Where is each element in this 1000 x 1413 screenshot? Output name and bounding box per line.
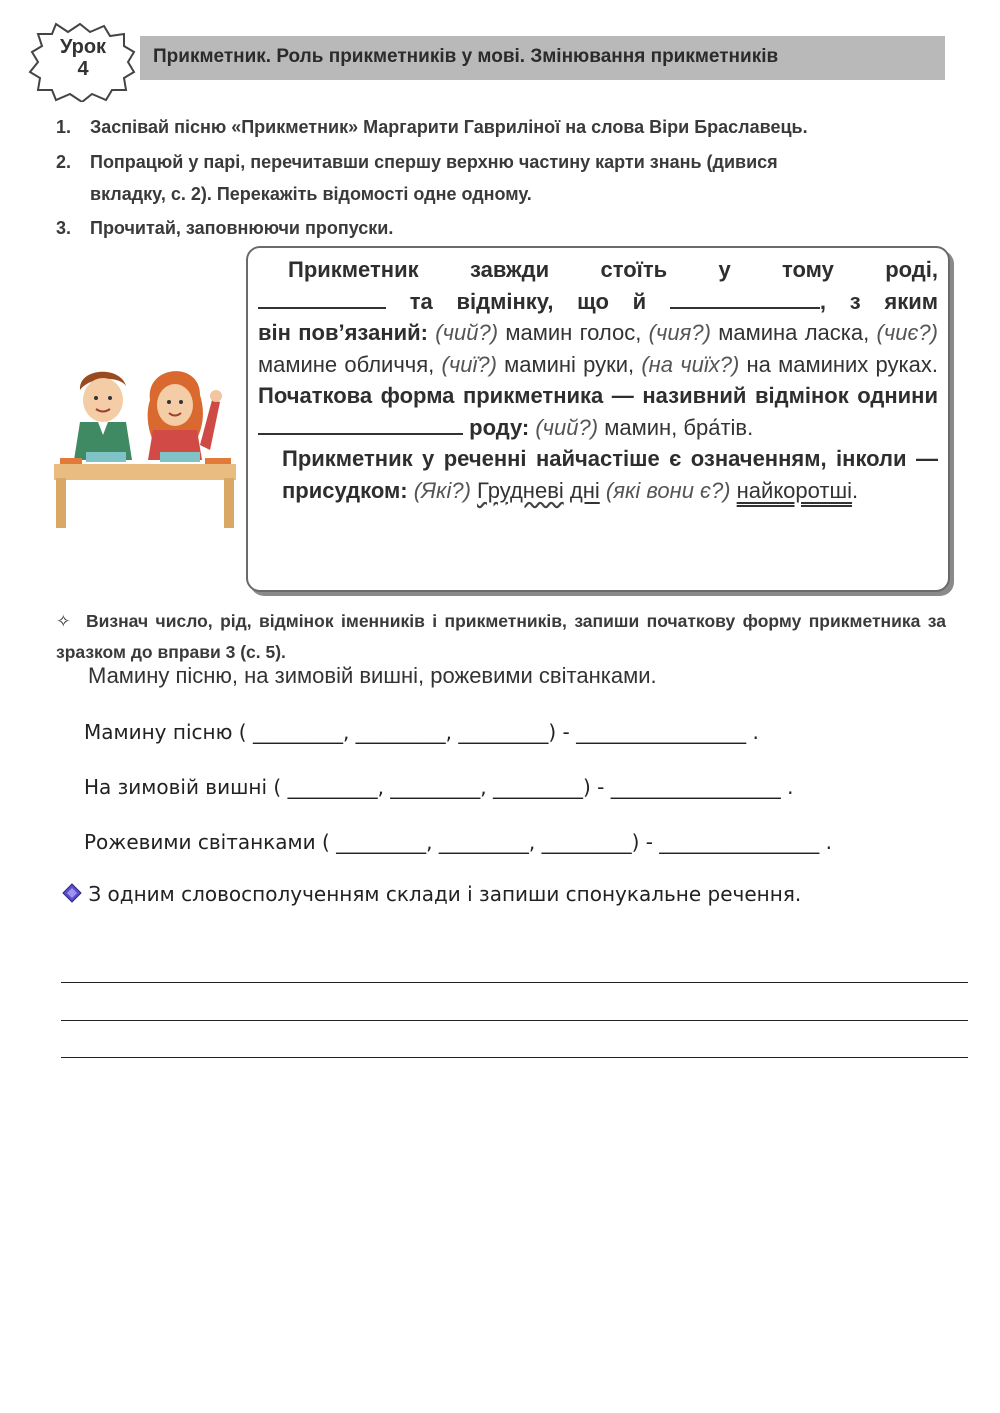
diamond-task — [62, 882, 801, 906]
diamond-icon — [62, 883, 82, 903]
star-task — [56, 606, 946, 668]
page-title: Прикметник. Роль прикметників у мові. Змінювання прикметників — [153, 46, 779, 67]
diamond-task-text: З одним словосполученням склади і запиши спонукальне речення. — [88, 882, 802, 906]
task-number: 3. — [56, 218, 72, 238]
answer-line-1[interactable] — [61, 982, 968, 983]
fill-blank-initial-form[interactable]: _________________ — [610, 775, 781, 799]
task-3 — [56, 212, 956, 244]
fill-blank-case[interactable]: _________ — [458, 720, 549, 744]
fill-row-2: На зимовій вишні ( _________, _________, _________) - _________________ . — [84, 775, 794, 799]
fill-phrase: Мамину пісню — [84, 720, 233, 744]
fill-blank-number[interactable]: _________ — [336, 830, 427, 854]
answer-line-3[interactable] — [61, 1057, 968, 1058]
question: (чиї?) — [441, 351, 497, 377]
task-number: 1. — [56, 117, 72, 137]
fill-row-3: Рожевими світанками ( _________, _________, _________) - ________________ . — [84, 830, 833, 854]
rule-line-2a: та відмінку, що й — [409, 288, 647, 314]
star-task-text: Визнач число, рід, відмінок іменників і прикметників, запиши початкову форму прикметника за зразком до вправи 3 (с. 5). — [56, 611, 946, 662]
fill-blank-initial-form[interactable]: _________________ — [576, 720, 747, 744]
task-1 — [56, 111, 956, 143]
fill-phrase: Рожевими світанками — [84, 830, 316, 854]
example: мамин, бра́тів. — [604, 414, 754, 440]
children-at-desk-illustration — [50, 360, 240, 530]
question: (чий?) — [435, 320, 499, 345]
sample-phrases: Мамину пісню, на зимовій вишні, рожевими світанками. — [88, 663, 657, 688]
example: на маминих руках. — [746, 351, 938, 377]
lesson-number: 4 — [77, 58, 89, 80]
example: мамин голос, — [505, 320, 642, 345]
rule-gender: роду: — [469, 414, 530, 440]
four-point-star-icon: ✧ — [56, 611, 71, 631]
rule-blank-2[interactable] — [670, 287, 820, 309]
question: (чия?) — [648, 320, 711, 345]
rule-line-1: Прикметник завжди стоїть у тому роді, — [288, 257, 938, 282]
example: мамине обличчя, — [258, 351, 435, 377]
example: мамині руки, — [504, 351, 635, 377]
question: (чиє?) — [876, 320, 938, 345]
example-word-wavy: Грудневі — [477, 477, 564, 503]
rule-line-3: він пов’язаний: — [258, 320, 428, 345]
task-text: Заспівай пісню «Прикметник» Маргарити Гавриліної на слова Віри Браславець. — [90, 117, 808, 137]
fill-blank-initial-form[interactable]: ________________ — [659, 830, 820, 854]
fill-blank-case[interactable]: _________ — [541, 830, 632, 854]
example-word-underlined: дні — [569, 477, 600, 503]
rule-text — [258, 254, 938, 506]
fill-blank-case[interactable]: _________ — [493, 775, 583, 799]
fill-blank-number[interactable]: _________ — [287, 775, 378, 799]
fill-blank-gender[interactable]: _________ — [390, 775, 481, 799]
rule-blank-3[interactable] — [258, 413, 463, 435]
rule-initial-form: Початкова форма прикметника — називний відмінок однини — [258, 383, 938, 408]
rule-sentence-role: Прикметник у реченні найчастіше є означенням, інколи — присудком: — [282, 446, 938, 503]
task-2 — [56, 146, 956, 210]
example-word-double-underlined: найкоротші — [736, 477, 853, 503]
answer-line-2[interactable] — [61, 1020, 968, 1021]
rule-blank-1[interactable] — [258, 287, 386, 309]
lesson-word: Урок — [59, 36, 107, 58]
task-text: Попрацюй у парі, перечитавши спершу верхню частину карти знань (дивися — [90, 152, 778, 172]
fill-row-1: Мамину пісню ( _________, _________, _________) - _________________ . — [84, 720, 759, 744]
question: (чий?) — [535, 414, 599, 440]
rule-line-2b: , з яким — [819, 288, 938, 314]
fill-blank-number[interactable]: _________ — [252, 720, 343, 744]
fill-blank-gender[interactable]: _________ — [355, 720, 446, 744]
lesson-label — [48, 36, 118, 80]
question: (на чиїх?) — [641, 351, 740, 377]
question: (Які?) — [413, 477, 471, 503]
example-end: . — [852, 477, 859, 503]
task-number: 2. — [56, 152, 72, 172]
fill-phrase: На зимовій вишні — [84, 775, 268, 799]
fill-blank-gender[interactable]: _________ — [438, 830, 529, 854]
example: мамина ласка, — [718, 320, 870, 345]
task-text: Прочитай, заповнюючи пропуски. — [90, 218, 394, 238]
task-text-continued: вкладку, с. 2). Перекажіть відомості одне одному. — [90, 184, 532, 204]
question: (які вони є?) — [605, 477, 731, 503]
